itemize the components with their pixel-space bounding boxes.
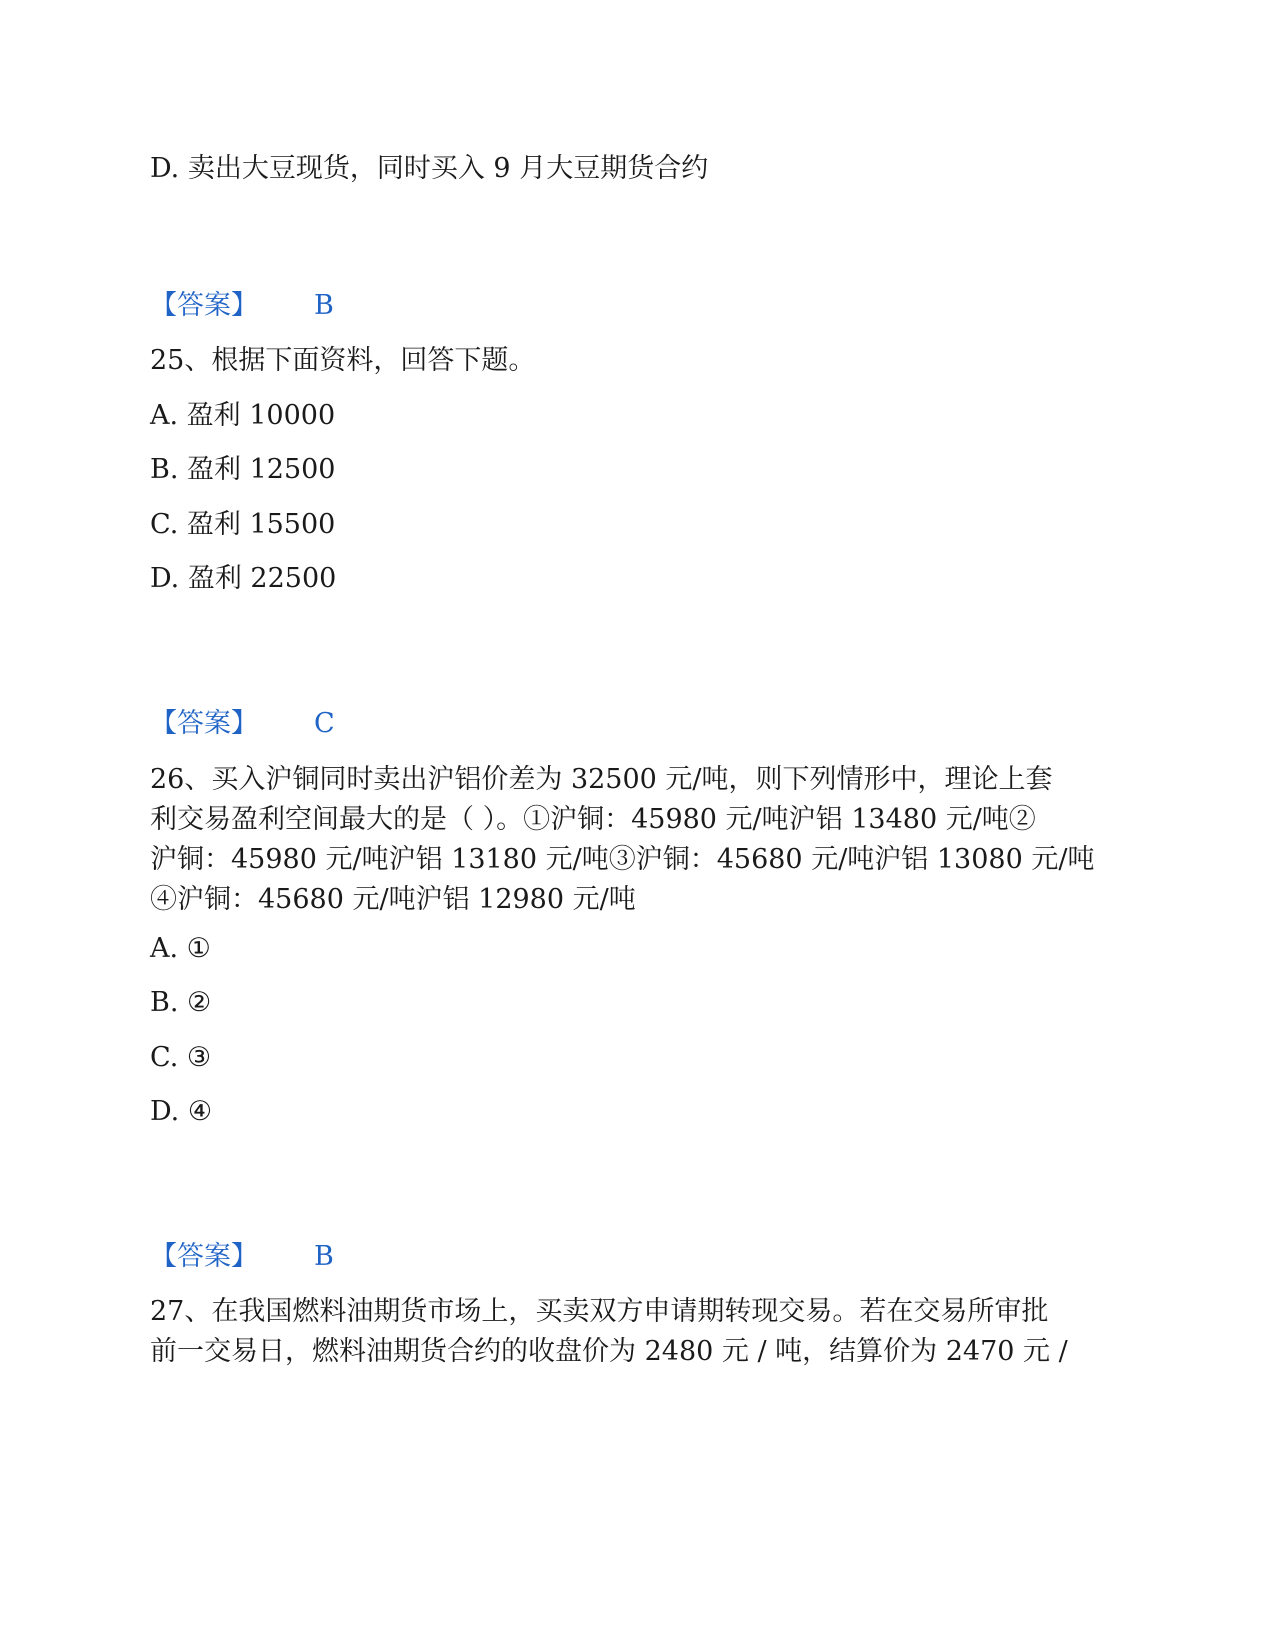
q25-option-d: D. 盈利 22500 (150, 563, 337, 594)
q25-stem: 25、根据下面资料，回答下题。 (150, 345, 536, 376)
q26-option-a: A. ① (150, 933, 211, 964)
q26-stem-line: ④沪铜：45680 元/吨沪铝 12980 元/吨 (150, 884, 636, 915)
q27-stem-line: 前一交易日，燃料油期货合约的收盘价为 2480 元 / 吨，结算价为 2470 元 / (150, 1336, 1068, 1367)
q25-answer (150, 705, 335, 743)
q27-stem-line: 27、在我国燃料油期货市场上，买卖双方申请期转现交易。若在交易所审批 (150, 1296, 1049, 1327)
q26-stem (150, 760, 1110, 920)
q26-stem-line: 利交易盈利空间最大的是（ ）。①沪铜：45980 元/吨沪铝 13480 元/吨② (150, 804, 1036, 835)
q26-option-c: C. ③ (150, 1042, 212, 1073)
q26-stem-line: 沪铜：45980 元/吨沪铝 13180 元/吨③沪铜：45680 元/吨沪铝 13080 元/吨 (150, 844, 1095, 875)
q26-stem-line: 26、买入沪铜同时卖出沪铝价差为 32500 元/吨，则下列情形中，理论上套 (150, 764, 1053, 795)
q27-stem (150, 1292, 1110, 1372)
q26-option-d: D. ④ (150, 1096, 213, 1127)
q25-option-a: A. 盈利 10000 (150, 400, 336, 431)
q26-option-b: B. ② (150, 987, 212, 1018)
q24-option-d: D. 卖出大豆现货，同时买入 9 月大豆期货合约 (150, 153, 709, 184)
q26-answer (150, 1238, 334, 1276)
answer-value: C (314, 708, 335, 739)
answer-value: B (314, 1241, 334, 1272)
answer-label: 【答案】 (150, 1241, 258, 1272)
answer-label: 【答案】 (150, 290, 258, 321)
answer-value: B (314, 290, 334, 321)
answer-label: 【答案】 (150, 708, 258, 739)
q24-answer (150, 287, 334, 325)
q25-option-b: B. 盈利 12500 (150, 454, 336, 485)
q25-option-c: C. 盈利 15500 (150, 509, 336, 540)
